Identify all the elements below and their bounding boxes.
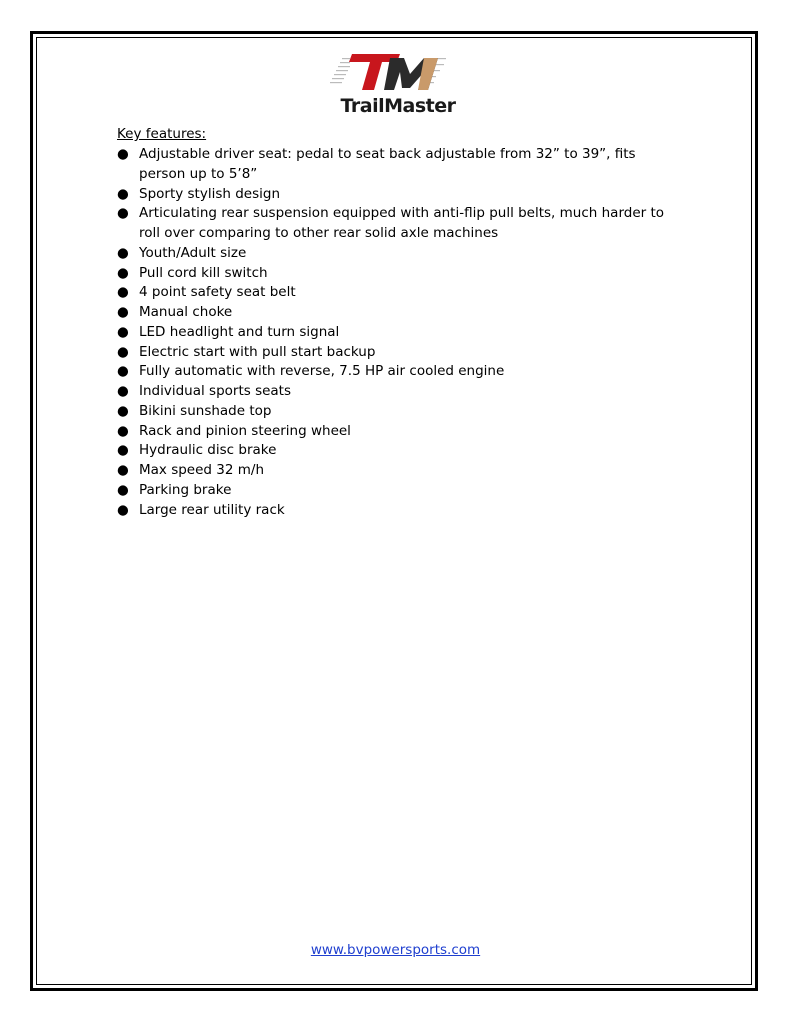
bullet-icon: ● bbox=[117, 264, 129, 281]
feature-text: Manual choke bbox=[139, 304, 233, 320]
list-item bbox=[117, 185, 677, 205]
list-item bbox=[117, 422, 677, 442]
feature-text: 4 point safety seat belt bbox=[139, 284, 296, 301]
list-item bbox=[117, 264, 677, 284]
feature-text: Large rear utility rack bbox=[139, 501, 285, 518]
feature-text: Articulating rear suspension equipped with anti-flip pull belts, much harder to roll over comparing to other rear solid axle machines bbox=[139, 205, 665, 241]
bullet-icon: ● bbox=[117, 422, 129, 439]
feature-text: Rack and pinion steering wheel bbox=[139, 422, 351, 439]
bullet-icon: ● bbox=[117, 501, 129, 518]
bullet-icon: ● bbox=[117, 146, 129, 162]
feature-text: LED headlight and turn signal bbox=[139, 323, 340, 340]
brand-wordmark: TrailMaster bbox=[340, 95, 456, 117]
list-item bbox=[117, 303, 677, 323]
features-list bbox=[117, 145, 677, 520]
list-item bbox=[117, 362, 677, 382]
bullet-icon: ● bbox=[117, 402, 129, 419]
list-item bbox=[117, 382, 677, 402]
feature-text: Individual sports seats bbox=[139, 383, 292, 399]
list-item bbox=[117, 461, 677, 481]
list-item bbox=[117, 283, 677, 303]
bullet-icon: ● bbox=[117, 284, 129, 301]
feature-text: Adjustable driver seat: pedal to seat back adjustable from 32” to 39”, fits person up to 5’8” bbox=[139, 146, 636, 182]
feature-text: Sporty stylish design bbox=[139, 185, 281, 202]
list-item bbox=[117, 244, 677, 264]
list-item bbox=[117, 204, 677, 244]
feature-text: Parking brake bbox=[139, 481, 232, 498]
bullet-icon: ● bbox=[117, 363, 129, 380]
feature-text: Pull cord kill switch bbox=[139, 264, 268, 281]
bullet-icon: ● bbox=[117, 481, 129, 498]
feature-text: Youth/Adult size bbox=[139, 244, 247, 261]
bullet-icon: ● bbox=[117, 383, 129, 399]
list-item bbox=[117, 343, 677, 363]
bullet-icon: ● bbox=[117, 244, 129, 261]
feature-text: Fully automatic with reverse, 7.5 HP air cooled engine bbox=[139, 363, 505, 380]
feature-text: Bikini sunshade top bbox=[139, 402, 272, 419]
bullet-icon: ● bbox=[117, 442, 129, 459]
bullet-icon: ● bbox=[117, 304, 129, 320]
bullet-icon: ● bbox=[117, 462, 129, 478]
feature-text: Electric start with pull start backup bbox=[139, 343, 376, 360]
bullet-icon: ● bbox=[117, 323, 129, 340]
list-item bbox=[117, 441, 677, 461]
list-item bbox=[117, 501, 677, 521]
feature-text: Max speed 32 m/h bbox=[139, 462, 265, 478]
feature-text: Hydraulic disc brake bbox=[139, 442, 277, 459]
bullet-icon: ● bbox=[117, 343, 129, 360]
list-item bbox=[117, 145, 677, 185]
key-features-heading: Key features: bbox=[117, 126, 207, 142]
website-link[interactable]: www.bvpowersports.com bbox=[310, 942, 481, 958]
list-item bbox=[117, 323, 677, 343]
list-item bbox=[117, 402, 677, 422]
bullet-icon: ● bbox=[117, 185, 129, 202]
bullet-icon: ● bbox=[117, 205, 129, 222]
list-item bbox=[117, 481, 677, 501]
